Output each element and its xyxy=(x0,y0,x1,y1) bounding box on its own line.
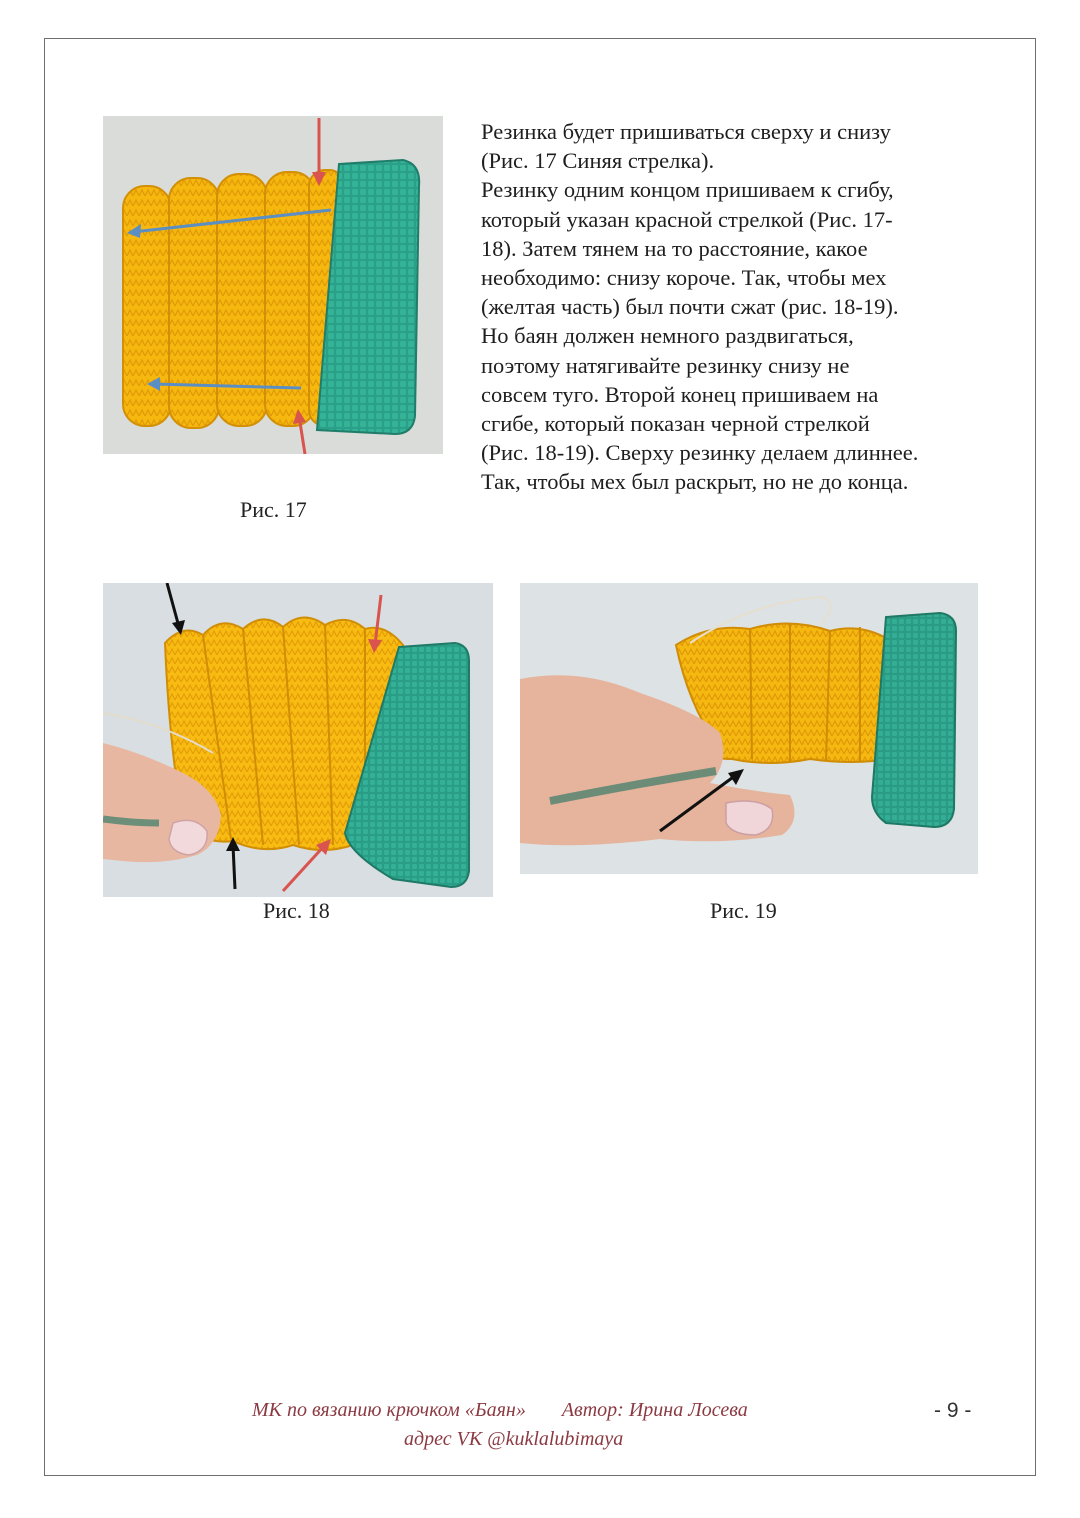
text-line: сгибе, который показан черной стрелкой xyxy=(481,411,870,437)
figure-18-caption: Рис. 18 xyxy=(263,898,330,923)
figure-17-photo xyxy=(103,116,443,454)
text-line: совсем туго. Второй конец пришиваем на xyxy=(481,381,879,407)
text-line: (Рис. 18-19). Сверху резинку делаем длиннее. xyxy=(481,440,919,466)
figure-19-photo xyxy=(520,583,978,874)
text-line: поэтому натягивайте резинку снизу не xyxy=(481,352,850,378)
footer-title: МК по вязанию крючком «Баян» xyxy=(252,1399,526,1421)
page-number: - 9 - xyxy=(934,1399,972,1422)
text-line: необходимо: снизу короче. Так, чтобы мех xyxy=(481,265,887,291)
text-line: 18). Затем тянем на то расстояние, какое xyxy=(481,235,868,261)
figure-17-caption: Рис. 17 xyxy=(240,497,307,522)
text-line: Но баян должен немного раздвигаться, xyxy=(481,323,854,349)
instruction-text xyxy=(481,117,991,497)
text-line: (желтая часть) был почти сжат (рис. 18-19). xyxy=(481,294,899,320)
figure-18-photo xyxy=(103,583,493,897)
figure-19-caption: Рис. 19 xyxy=(710,898,777,923)
text-line: Так, чтобы мех был раскрыт, но не до конца. xyxy=(481,469,909,495)
footer-author: Автор: Ирина Лосева xyxy=(561,1399,748,1421)
text-line: который указан красной стрелкой (Рис. 17- xyxy=(481,206,893,232)
footer-title-author xyxy=(252,1399,748,1422)
text-line: Резинка будет пришиваться сверху и снизу xyxy=(481,119,891,144)
text-line: Резинку одним концом пришиваем к сгибу, xyxy=(481,177,894,203)
footer-address: адрес VK @kuklalubimaya xyxy=(404,1428,624,1450)
text-line: (Рис. 17 Синяя стрелка). xyxy=(481,148,715,174)
